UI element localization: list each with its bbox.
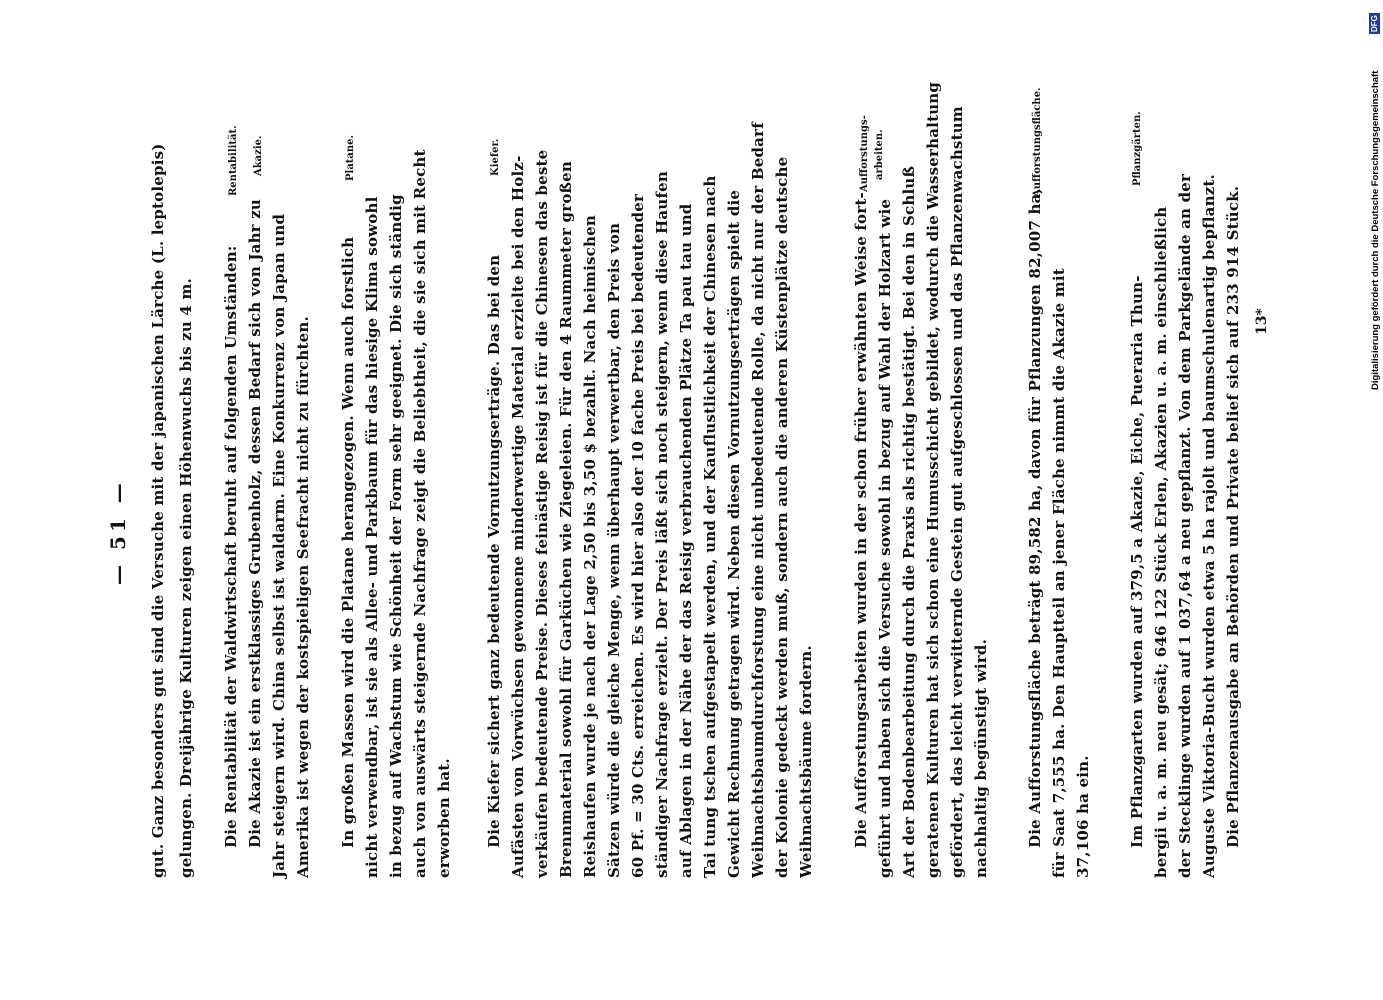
text-line: Die Pflanzenausgabe an Behörden und Private belief sich auf 233 914 Stück. [1224,185,1242,848]
text-line: Amerika ist wegen der kostspieligen Seefracht nicht zu fürchten. [294,316,312,878]
text-line: Reishaufen wurde je nach der Lage 2,50 bis 3,50 $ bezahlt. Nach heimischen [581,215,599,878]
text-line: nachhaltig begünstigt wird. [972,639,990,878]
margin-note-aufforstungsflaeche: Aufforstungsfläche. [1032,87,1043,197]
signature-mark: 13* [1254,308,1270,335]
text-line: gelungen. Dreijährige Kulturen zeigen einen Höhenwuchs bis zu 4 m. [177,278,195,878]
text-line: verkäufen bedeutende Preise. Dieses feinästige Reisig ist für die Chinesen das beste [533,149,551,878]
text-line: Brennmaterial sowohl für Garküchen wie Ziegeleien. Für den 4 Raummeter großen [557,161,575,878]
text-line: geratenen Kulturen hat sich schon eine Humusschicht gebildet, wodurch die Wasserhaltung [924,81,942,878]
text-line: gut. Ganz besonders gut sind die Versuche mit der japanischen Lärche (L. leptolepis) [149,143,167,878]
text-line: der Kolonie gedeckt werden muß, sondern auch die anderen Küstenplätze deutsche [773,156,791,878]
text-line: 37,106 ha ein. [1074,755,1092,878]
dfg-logo: DFG [1370,15,1379,32]
margin-note-akazie: Akazie. [253,135,264,176]
text-line: der Stecklinge wurden auf 1 037,64 a neu gepflanzt. Von dem Parkgelände an der [1176,173,1194,878]
text-line: Die Akazie ist ein erstklassiges Grubenholz, dessen Bedarf sich von Jahr zu [246,198,264,848]
text-line: Sätzen würde die gleiche Menge, wenn überhaupt verwertbar, den Preis von [605,222,623,878]
margin-note-pflanzgaerten: Pflanzgärten. [1132,111,1143,186]
text-line: Die Kiefer sichert ganz bedeutende Vornutzungserträge. Das bei den [485,254,503,848]
margin-note-platane: Platane. [345,134,356,181]
text-line: Die Rentabilität der Waldwirtschaft beruht auf folgenden Umständen: [222,245,240,848]
text-line: nicht verwendbar, ist sie als Allee- und Parkbaum für das hiesige Klima sowohl [363,196,381,878]
page-number: — 51 — [106,479,130,585]
text-line: auf Ablagen in der Nähe der das Reisig verbrauchenden Plätze Ta pau tau und [677,203,695,878]
text-line: 60 Pf. = 30 Cts. erreichen. Es wird hier also der 10 fache Preis bei bedeutender [629,193,647,878]
text-line: Aufästen von Vorwüchsen gewonnene minderwertige Material erzielte bei den Holz- [509,155,527,878]
text-line: Weihnachtsbäume fordern. [797,645,815,878]
funding-footer: Digitalisierung gefördert durch die Deutsche Forschungsgemeinschaft [1370,70,1381,390]
text-line: Tai tung tschen aufgestapelt werden, und der Kauflustlichkeit der Chinesen nach [701,175,719,878]
text-line: erworben hat. [435,758,453,878]
margin-note-kiefer: Kiefer. [490,138,501,176]
text-line: Die Aufforstungsfläche beträgt 89,582 ha, davon für Pflanzungen 82,007 ha, [1026,188,1044,848]
text-line: ständiger Nachfrage erzielt. Der Preis läßt sich noch steigern, wenn diese Haufen [653,171,671,878]
text-line: gefördert, das leicht verwitternde Gestein gut aufgeschlossen und das Pflanzenwachstum [948,106,966,878]
text-line: Die Aufforstungsarbeiten wurden in der schon früher erwähnten Weise fort- [852,192,870,848]
text-line: Art der Bodenbearbeitung durch die Praxis als richtig bestätigt. Bei den in Schluß [900,165,918,878]
text-line: Gewicht Rechnung getragen wird. Neben diesen Vornutzungserträgen spielt die [725,189,743,878]
text-line: auch von auswärts steigernde Nachfrage zeigt die Beliebtheit, die sie sich mit Recht [411,149,429,878]
text-line: Jahr steigern wird. China selbst ist waldarm. Eine Konkurrenz von Japan und [270,213,288,878]
text-line: In großen Massen wird die Platane herangezogen. Wenn auch forstlich [339,236,357,848]
text-line: Auguste Viktoria-Bucht wurden etwa 5 ha rajolt und baumschulenartig bepflanzt. [1200,174,1218,878]
text-line: geführt und haben sich die Versuche sowohl in bezug auf Wahl der Holzart wie [876,198,894,878]
margin-note-aufforstungsarbeiten-2: arbeiten. [874,129,885,180]
text-line: Weihnachtsbaumdurchforstung eine nicht unbedeutende Rolle, da nicht nur der Bedarf [749,122,767,878]
text-line: Im Pflanzgarten wurden auf 379,5 a Akazie, Eiche, Pueraria Thun- [1128,275,1146,848]
text-line: in bezug auf Wachstum wie Schönheit der Form sehr geeignet. Die sich ständig [387,194,405,878]
text-line: für Saat 7,555 ha. Den Hauptteil an jener Fläche nimmt die Akazie mit [1050,268,1068,878]
text-line: bergii u. a. m. neu gesät; 646 122 Stück Erlen, Akazien u. a. m. einschließlich [1152,206,1170,878]
margin-note-aufforstungsarbeiten-1: Aufforstungs- [859,115,870,192]
margin-note-rentabilitaet: Rentabilität. [228,125,239,196]
